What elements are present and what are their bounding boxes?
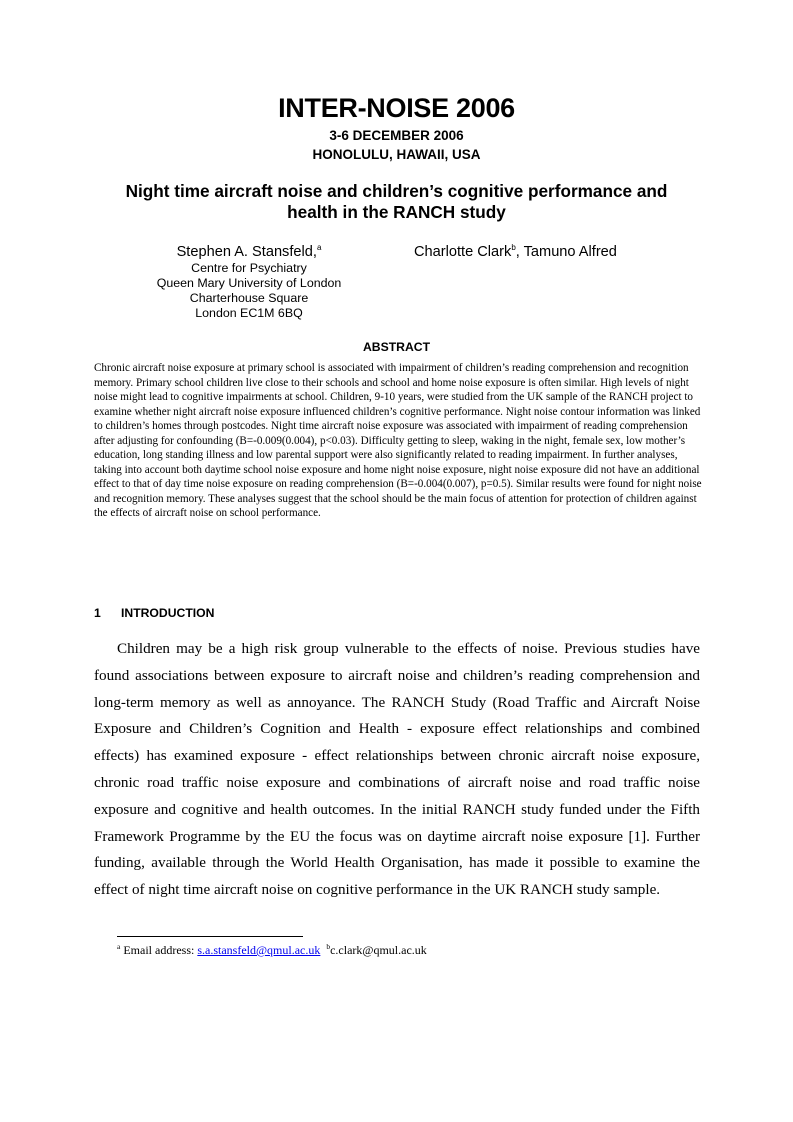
conference-location: HONOLULU, HAWAII, USA <box>312 147 481 162</box>
author2-superscript: b <box>511 243 516 253</box>
abstract-heading: ABSTRACT <box>362 340 431 354</box>
author3-name-text: , Tamuno Alfred <box>515 244 617 260</box>
footnote-label: Email address: <box>120 943 198 957</box>
abstract-text: Chronic aircraft noise exposure at primary school is associated with impairment of children’s reading comprehension and recognition memory. Primary school children live close to their schools and school and home noise exposure is often similar. High levels of night noise might lead to cognitive impairments at school. Children, 9-10 years, were studied from the UK sample of the RANCH project to examine whether night aircraft noise exposure influenced children’s cognitive performance. Night noise contour information was linked to children’s homes through postcodes. Night time aircraft noise exposure was associated with impairment of reading comprehension after adjusting for confounding (B=-0.009(0.004), p<0.03). Difficulty getting to sleep, waking in the night, female sex, low mother’s education, long standing illness and low parental support were also significantly related to reading impairment. In further analyses, taking into account both daytime school noise exposure and home night noise exposure, night noise exposure did not have an additional effect to that of day time noise exposure on reading comprehension (B=-0.004(0.007), p=0.5). Similar results were found for night noise and recognition memory. These analyses suggest that the school should be the main focus of attention for protection of children against the effects of aircraft noise on school performance. <box>94 362 702 520</box>
paper-title: Night time aircraft noise and children’s cognitive performance and health in the RANCH study <box>125 181 668 222</box>
section-number: 1 <box>94 606 101 620</box>
introduction-paragraph: Children may be a high risk group vulnerable to the effects of noise. Previous studies have found associations between exposure to aircraft noise and children’s reading comprehension and long-term memory as well as annoyance. The RANCH Study (Road Traffic and Aircraft Noise Exposure and Children’s Cognition and Health - exposure effect relationships and combined effects) has examined exposure - effect relationships between chronic aircraft noise exposure, chronic road traffic noise exposure and combinations of aircraft noise and road traffic noise exposure and cognitive and health outcomes. In the initial RANCH study funded under the Fifth Framework Programme by the EU the focus was on daytime aircraft noise exposure [1]. Further funding, available through the World Health Organisation, has made it possible to examine the effect of night time aircraft noise on cognitive performance in the UK RANCH study sample. <box>94 640 700 899</box>
affiliation-line: Centre for Psychiatry <box>191 261 307 275</box>
affiliation-line: Queen Mary University of London <box>156 276 342 290</box>
author2-name-text: Charlotte Clark <box>414 244 512 260</box>
footnote-superscript-b: b <box>326 942 331 951</box>
footnote <box>117 943 427 958</box>
section-heading <box>94 606 214 620</box>
conference-dates: 3-6 DECEMBER 2006 <box>329 128 464 143</box>
email-clark: c.clark@qmul.ac.uk <box>330 943 427 957</box>
author2-names <box>414 243 617 261</box>
author1-name <box>140 243 358 261</box>
conference-title: INTER-NOISE 2006 <box>278 93 515 123</box>
email-link-stansfeld[interactable]: s.a.stansfeld@qmul.ac.uk <box>197 943 321 957</box>
footnote-divider <box>117 936 303 937</box>
author1-block <box>140 243 358 321</box>
affiliation-line: Charterhouse Square <box>189 291 309 305</box>
author1-name-text: Stephen A. Stansfeld, <box>176 244 317 260</box>
author1-superscript: a <box>316 243 322 253</box>
footnote-superscript-a: a <box>117 942 121 951</box>
affiliation-line: London EC1M 6BQ <box>195 306 303 320</box>
section-title: INTRODUCTION <box>121 606 215 620</box>
